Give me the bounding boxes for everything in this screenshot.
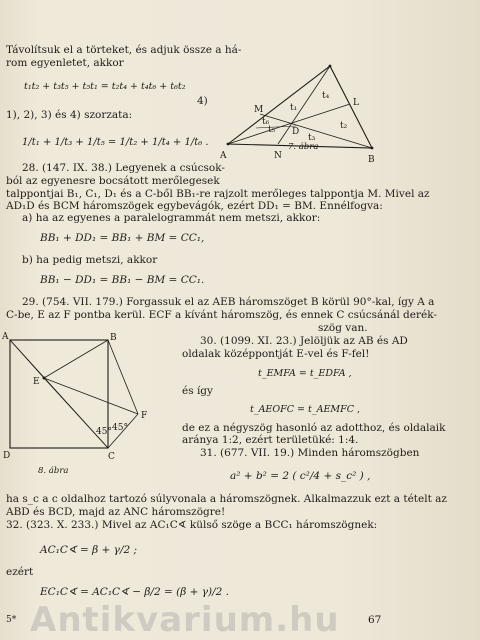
text-line: C-be, E az F pontba kerül. ECF a kívánt háromszög, és ennek C csúcsánál derék- bbox=[6, 309, 437, 321]
text-line: 30. (1099. XI. 23.) Jelöljük az AB és AD bbox=[200, 335, 408, 347]
fig7-label-l: L bbox=[353, 98, 359, 108]
equation: BB₁ + DD₁ = BB₁ + BM = CC₁, bbox=[40, 232, 205, 244]
text-line: ezért bbox=[6, 566, 34, 578]
fig8-label-a: A bbox=[2, 332, 9, 342]
text-line: 32. (323. X. 233.) Mivel az AC₁C∢ külső szöge a BCC₁ háromszögnek: bbox=[6, 519, 378, 531]
text-line: rom egyenletet, akkor bbox=[6, 57, 124, 69]
figure-7-triangle bbox=[212, 60, 382, 170]
fig7-t4: t₄ bbox=[322, 91, 330, 101]
fig7-label-m: M bbox=[254, 105, 264, 115]
footer-signature: 5* bbox=[6, 615, 17, 625]
fig8-label-d: D bbox=[3, 451, 11, 461]
fig8-label-e: E bbox=[33, 377, 40, 387]
equation: AC₁C∢ = β + γ/2 ; bbox=[40, 544, 138, 556]
equation: 1/t₁ + 1/t₃ + 1/t₅ = 1/t₂ + 1/t₄ + 1/t₆ . bbox=[22, 137, 209, 148]
text-line: a) ha az egyenes a paralelogrammát nem metszi, akkor: bbox=[22, 212, 321, 224]
page-number: 67 bbox=[368, 614, 382, 626]
fig7-t2: t₂ bbox=[340, 121, 348, 131]
fig8-label-b: B bbox=[110, 333, 117, 343]
fig8-label-f: F bbox=[141, 411, 148, 421]
text-line: 29. (754. VII. 179.) Forgassuk el az AEB háromszöget B körül 90°-kal, így A a bbox=[22, 296, 435, 308]
equation-number: 4) bbox=[197, 95, 208, 107]
text-line: de ez a négyszög hasonló az adotthoz, és oldalaik bbox=[182, 422, 446, 434]
fig7-t5: t₅ bbox=[268, 125, 276, 135]
fig7-label-d: D bbox=[292, 127, 300, 137]
text-line: ABD és BCD, majd az ANC háromszögre! bbox=[6, 506, 226, 518]
fig7-label-b: B bbox=[368, 155, 375, 165]
text-line: aránya 1:2, ezért területüké: 1:4. bbox=[182, 434, 359, 446]
fig7-t6: t₆ bbox=[262, 117, 270, 127]
text-line: talppontjai B₁, C₁, D₁ és a C-ből BB₁-re rajzolt merőleges talppontja M. Mivel az bbox=[6, 188, 430, 200]
text-line: ból az egyenesre bocsátott merőlegesek bbox=[6, 175, 220, 187]
fig7-t3: t₃ bbox=[308, 133, 316, 143]
equation: EC₁C∢ = AC₁C∢ − β/2 = (β + γ)/2 . bbox=[40, 586, 230, 598]
figure-8-square bbox=[0, 332, 160, 462]
text-line: és így bbox=[182, 385, 213, 397]
equation: BB₁ − DD₁ = BB₁ − BM = CC₁. bbox=[40, 274, 205, 286]
fig7-label-a: A bbox=[220, 151, 227, 161]
fig8-label-c: C bbox=[108, 452, 115, 462]
figure-7-caption: 7. ábra bbox=[288, 142, 319, 152]
fig8-angle-b: 45° bbox=[112, 423, 128, 433]
equation: t_EMFA = t_EDFA , bbox=[258, 368, 352, 379]
text-line: oldalak középpontját E-vel és F-fel! bbox=[182, 348, 370, 360]
equation: t₁t₂ + t₃t₅ + t₅t₁ = t₂t₄ + t₄t₆ + t₆t₂ bbox=[24, 81, 186, 92]
fig8-angle-a: 45° bbox=[96, 427, 112, 437]
fig7-t1: t₁ bbox=[290, 103, 298, 113]
text-line: AD₁D és BCM háromszögek egybevágók, ezért DD₁ = BM. Ennélfogva: bbox=[6, 200, 383, 212]
figure-8-caption: 8. ábra bbox=[38, 466, 69, 476]
equation: t_AEOFC = t_AEMFC , bbox=[250, 404, 361, 415]
text-line: 28. (147. IX. 38.) Legyenek a csúcsok- bbox=[22, 162, 225, 174]
text-line: Távolítsuk el a törteket, és adjuk össze a há- bbox=[6, 44, 242, 56]
equation: a² + b² = 2 ( c²/4 + s_c² ) , bbox=[230, 470, 371, 482]
text-line: 1), 2), 3) és 4) szorzata: bbox=[6, 109, 133, 121]
fig7-label-n: N bbox=[274, 151, 282, 161]
watermark: Antikvarium.hu bbox=[30, 600, 340, 640]
text-line: szög van. bbox=[318, 322, 368, 334]
text-line: ha s_c a c oldalhoz tartozó súlyvonala a háromszögnek. Alkalmazzuk ezt a tételt az bbox=[6, 493, 447, 505]
text-line: b) ha pedig metszi, akkor bbox=[22, 254, 158, 266]
text-line: 31. (677. VII. 19.) Minden háromszögben bbox=[200, 447, 420, 459]
